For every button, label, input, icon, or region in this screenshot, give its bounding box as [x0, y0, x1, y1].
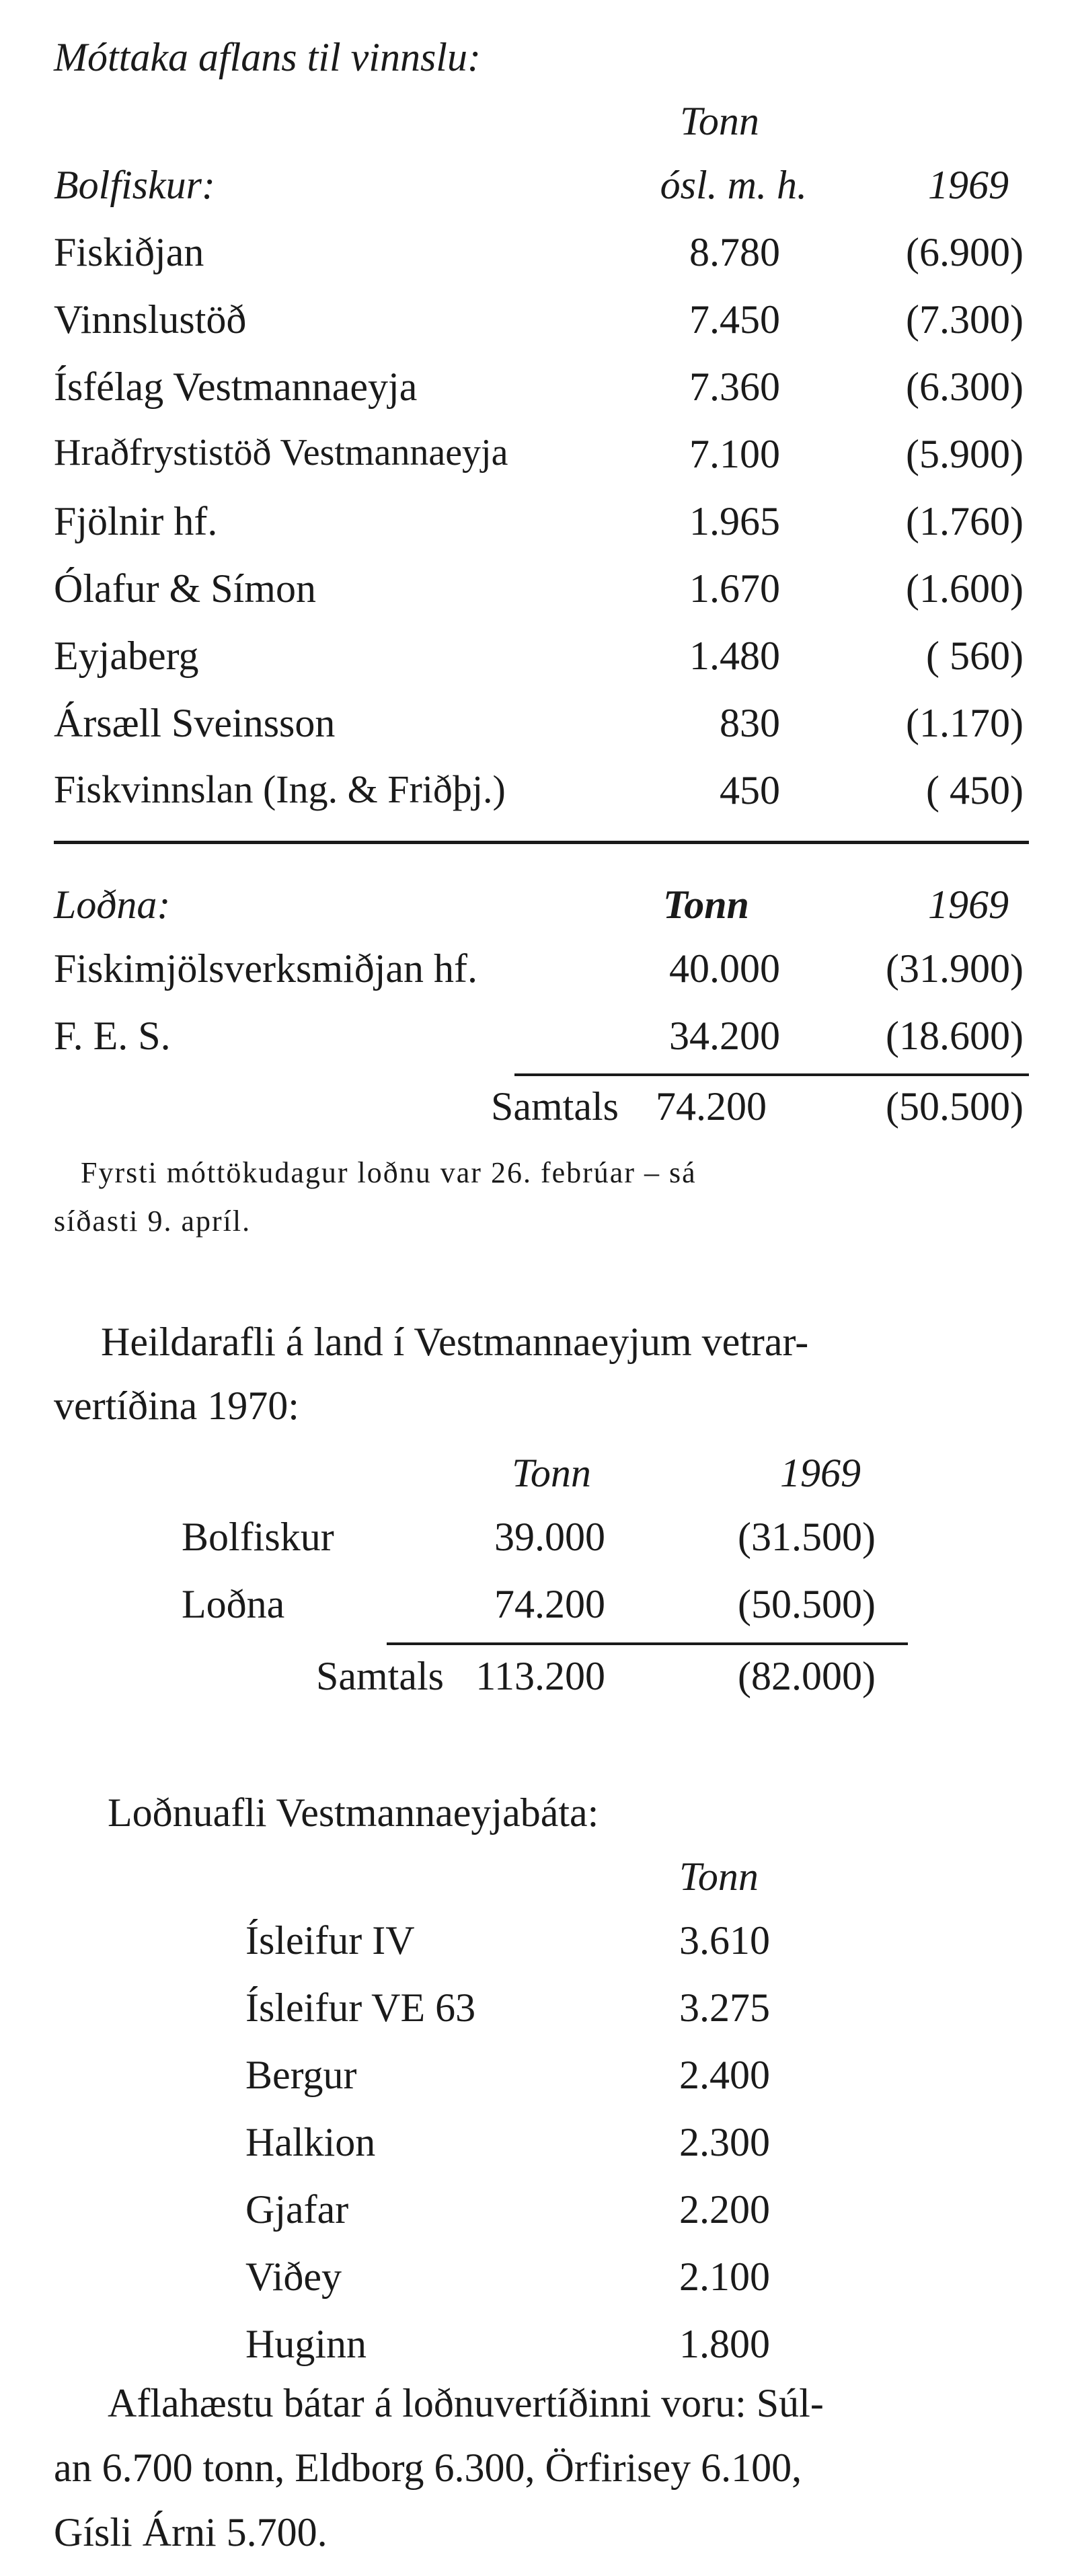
row-value: 1.965: [689, 499, 780, 543]
row-name: Ísleifur VE 63: [245, 1985, 476, 2030]
category-bolfiskur: Bolfiskur:: [54, 163, 215, 207]
column-header-current: ósl. m. h.: [660, 163, 807, 207]
row-value: 1.480: [689, 634, 780, 678]
row-value: 8.780: [689, 230, 780, 274]
column-header-1969: 1969: [780, 1451, 861, 1495]
row-value: 39.000: [494, 1515, 605, 1559]
section-title-boats: Loðnuafli Vestmannaeyjabáta:: [108, 1790, 599, 1835]
total-value: 74.200: [656, 1084, 767, 1129]
row-prev: (1.170): [906, 701, 1024, 745]
row-name: Fiskvinnslan (Ing. & Friðþj.): [54, 767, 506, 811]
unit-header-tonn: Tonn: [512, 1451, 591, 1495]
row-value: 74.200: [494, 1582, 605, 1626]
row-value: 34.200: [669, 1014, 780, 1058]
sum-rule: [514, 1073, 1029, 1076]
row-value: 7.360: [689, 365, 780, 409]
row-value: 2.200: [679, 2187, 770, 2232]
row-name: Viðey: [245, 2255, 342, 2299]
row-prev: (6.300): [906, 365, 1024, 409]
row-value: 2.300: [679, 2120, 770, 2164]
row-prev: (1.600): [906, 566, 1024, 611]
sum-rule: [387, 1642, 908, 1645]
closing-line: an 6.700 tonn, Eldborg 6.300, Örfirisey 6.100,: [54, 2446, 802, 2490]
row-value: 7.450: [689, 297, 780, 342]
row-value: 7.100: [689, 432, 780, 476]
row-name: Ólafur & Símon: [54, 566, 316, 611]
row-name: Ísfélag Vestmannaeyja: [54, 365, 418, 409]
row-name: Loðna: [182, 1582, 285, 1626]
row-name: Bolfiskur: [182, 1515, 334, 1559]
unit-header-tonn: Tonn: [679, 1854, 759, 1899]
total-prev: (82.000): [738, 1654, 876, 1698]
row-value: 2.100: [679, 2255, 770, 2299]
row-name: Eyjaberg: [54, 634, 199, 678]
section-divider: [54, 841, 1029, 844]
row-name: Fiskimjölsverksmiðjan hf.: [54, 946, 477, 991]
row-name: Vinnslustöð: [54, 297, 247, 342]
total-label: Samtals: [491, 1084, 619, 1129]
intro-line: vertíðina 1970:: [54, 1384, 299, 1428]
row-value: 1.800: [679, 2322, 770, 2366]
row-prev: (50.500): [738, 1582, 876, 1626]
closing-line: Aflahæstu bátar á loðnuvertíðinni voru: Súl-: [108, 2381, 824, 2425]
note-line: Fyrsti móttökudagur loðnu var 26. febrúar – sá: [81, 1156, 697, 1189]
total-prev: (50.500): [886, 1084, 1024, 1129]
row-prev: (5.900): [906, 432, 1024, 476]
row-name: Gjafar: [245, 2187, 349, 2232]
row-name: Ársæll Sveinsson: [54, 701, 336, 745]
row-prev: ( 450): [926, 768, 1024, 812]
intro-line: Heildarafli á land í Vestmannaeyjum vetrar-: [101, 1320, 809, 1364]
total-label: Samtals: [316, 1654, 444, 1698]
row-prev: (7.300): [906, 297, 1024, 342]
section-title-reception: Móttaka aflans til vinnslu:: [54, 35, 481, 79]
row-prev: (18.600): [886, 1014, 1024, 1058]
note-line: síðasti 9. apríl.: [54, 1205, 252, 1238]
row-value: 40.000: [669, 946, 780, 991]
row-prev: (31.500): [738, 1515, 876, 1559]
row-value: 3.610: [679, 1918, 770, 1963]
column-header-1969: 1969: [928, 163, 1009, 207]
row-name: F. E. S.: [54, 1014, 171, 1058]
row-prev: (31.900): [886, 946, 1024, 991]
category-lodna: Loðna:: [54, 882, 171, 927]
row-name: Bergur: [245, 2053, 357, 2097]
total-value: 113.200: [475, 1654, 605, 1698]
unit-header-tonn: Tonn: [663, 882, 749, 927]
row-prev: (6.900): [906, 230, 1024, 274]
row-value: 3.275: [679, 1985, 770, 2030]
row-prev: ( 560): [926, 634, 1024, 678]
row-value: 1.670: [689, 566, 780, 611]
row-value: 450: [720, 768, 780, 812]
row-name: Fjölnir hf.: [54, 499, 218, 543]
row-name: Hraðfrystistöð Vestmannaeyja: [54, 432, 508, 473]
row-prev: (1.760): [906, 499, 1024, 543]
row-name: Ísleifur IV: [245, 1918, 415, 1963]
row-name: Huginn: [245, 2322, 367, 2366]
row-value: 2.400: [679, 2053, 770, 2097]
row-name: Fiskiðjan: [54, 230, 204, 274]
row-name: Halkion: [245, 2120, 376, 2164]
unit-header-tonn: Tonn: [680, 99, 759, 143]
column-header-1969: 1969: [928, 882, 1009, 927]
row-value: 830: [720, 701, 780, 745]
closing-line: Gísli Árni 5.700.: [54, 2510, 328, 2554]
